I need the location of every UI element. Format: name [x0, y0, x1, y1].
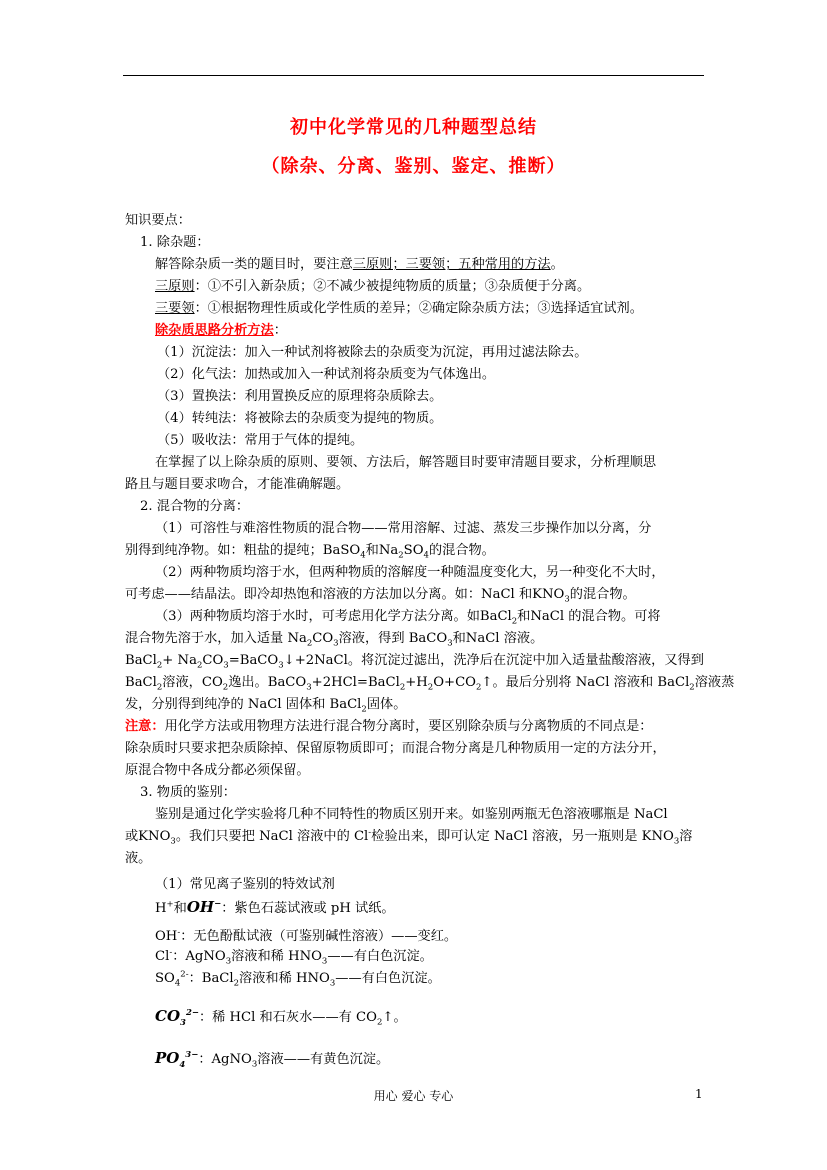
subscript: 2	[361, 704, 367, 715]
document-subtitle: （除杂、分离、鉴别、鉴定、推断）	[261, 156, 566, 177]
ion-co3	[155, 1004, 407, 1030]
text: ：无色酚酞试液（可鉴别碱性溶液）——变红。	[180, 929, 458, 944]
text: 和Na	[365, 543, 399, 558]
method-2: （2）化气法：加热或加入一种试剂将杂质变为气体逸出。	[157, 367, 496, 382]
superscript: 2−	[185, 1008, 199, 1018]
text: 溶液蒸	[694, 675, 735, 690]
text: 溶液和稀 HNO	[231, 949, 322, 964]
section-1-summary-line-2: 路且与题目要求吻合，才能准确解题。	[125, 477, 350, 492]
method-5: （5）吸收法：常用于气体的提纯。	[157, 433, 364, 448]
ion-h-oh	[155, 896, 395, 920]
equation-line-3	[125, 696, 406, 714]
text: =BaCO	[228, 653, 279, 668]
subscript: 4	[423, 550, 429, 561]
subscript: 3	[564, 594, 570, 605]
text: OH	[186, 898, 215, 916]
section-1-heading: 1. 除杂题：	[140, 235, 210, 250]
text: ：①根据物理性质或化学性质的差异；②确定除杂质方法；③选择适宜试剂。	[194, 301, 643, 316]
subscript: 4	[174, 978, 181, 989]
section-1-summary-line-1: 在掌握了以上除杂质的原则、要领、方法后，解答题目时要审清题目要求，分析理顺思	[155, 455, 657, 470]
text: 或KNO	[125, 829, 171, 844]
subscript: 3	[321, 956, 328, 967]
subscript: 2	[156, 660, 163, 671]
ion-reagents-heading: （1）常见离子鉴别的特效试剂	[155, 877, 335, 892]
phosphate-formula	[155, 1049, 199, 1070]
text: + Na	[162, 653, 197, 668]
text: 溶液——有黄色沉淀。	[257, 1052, 390, 1067]
method-3: （3）置换法：利用置换反应的原理将杂质除去。	[157, 389, 443, 404]
subscript: 4	[360, 550, 366, 561]
subscript: 2	[511, 616, 518, 627]
subscript: 2	[689, 682, 695, 693]
subscript: 2	[222, 682, 229, 693]
section-3-para-line-2	[125, 828, 692, 846]
text: （3）两种物质均溶于水时，可考虑用化学方法分离。如BaCl	[155, 609, 512, 624]
section-2-c-line-1	[155, 608, 661, 626]
text: CO	[155, 1007, 181, 1025]
text: CO	[312, 631, 334, 646]
text: ↓+2NaCl。将沉淀过滤出，洗净后在沉淀中加入适量盐酸溶液，又得到	[283, 653, 704, 668]
section-2-heading: 2. 混合物的分离：	[140, 499, 250, 514]
section-3-para-line-3: 液。	[125, 851, 152, 866]
subscript: 3	[447, 638, 453, 649]
superscript: -	[177, 927, 181, 938]
note-label: 注意：	[125, 719, 165, 734]
text: 和	[173, 901, 187, 916]
section-1-para-1	[155, 256, 564, 274]
subscript: 3	[333, 638, 339, 649]
text: 别得到纯净物。如：粗盐的提纯；BaSO	[125, 543, 361, 558]
subscript: 3	[673, 836, 680, 847]
section-3-para-line-1: 鉴别是通过化学实验将几种不同特性的物质区别开来。如鉴别两瓶无色溶液哪瓶是 NaCl	[155, 807, 668, 822]
subscript: 2	[399, 682, 406, 693]
section-3-heading: 3. 物质的鉴别：	[140, 785, 236, 800]
subscript: 3	[329, 978, 336, 989]
carbonate-formula	[155, 1007, 199, 1028]
section-2-a-line-2	[125, 542, 495, 560]
subscript: 2	[156, 682, 163, 693]
subscript: 2	[196, 660, 203, 671]
text: 溶液，得到 BaCO	[338, 631, 448, 646]
text: 混合物先溶于水，加入适量 Na	[125, 631, 307, 646]
text: Cl	[155, 949, 170, 964]
text: ：AgNO	[172, 949, 226, 964]
text: ：	[273, 323, 287, 338]
subscript: 3	[278, 660, 284, 671]
subscript: 3	[223, 660, 229, 671]
text: 的混合物。	[428, 543, 495, 558]
text: ：稀 HCl 和石灰水——有 CO	[198, 1010, 377, 1025]
section-1-essentials	[155, 300, 643, 318]
text: CO	[202, 653, 224, 668]
subscript: 2	[427, 682, 434, 693]
subscript: 2	[398, 550, 404, 561]
text: 和NaCl 溶液。	[452, 631, 544, 646]
text: 溶液，CO	[162, 675, 223, 690]
ion-so4	[155, 970, 441, 988]
text: SO	[155, 971, 175, 986]
text: 检验出来，即可认定 NaCl 溶液，另一瓶则是 KNO	[371, 829, 674, 844]
subscript: 4	[179, 1060, 186, 1070]
section-2-c-line-2	[125, 630, 543, 648]
header-rule	[123, 75, 704, 76]
superscript: +	[166, 899, 174, 910]
superscript: -	[169, 947, 173, 958]
subscript: 3	[180, 1018, 186, 1028]
text: ↑。	[382, 1010, 407, 1025]
text: ：紫色石蕊试液或 pH 试纸。	[221, 901, 395, 916]
text: BaCl	[125, 653, 157, 668]
superscript: 2-	[180, 969, 189, 980]
text: 逸出。BaCO	[228, 675, 307, 690]
subscript: 2	[306, 638, 313, 649]
subscript: 3	[251, 1059, 258, 1070]
underlined-text: 三要领	[155, 301, 195, 316]
text: O+CO	[433, 675, 476, 690]
note-line-2: 除杂质时只要求把杂质除掉、保留原物质即可；而混合物分离是几种物质用一定的方法分开，	[125, 741, 666, 756]
ion-po4	[155, 1046, 389, 1072]
text: 固体。	[366, 697, 407, 712]
section-2-b-line-2	[125, 586, 636, 604]
text: 和NaCl 的混合物。可将	[517, 609, 661, 624]
ion-oh	[155, 928, 457, 946]
text: SO	[403, 543, 424, 558]
text: +2HCl=BaCl	[311, 675, 400, 690]
subscript: 3	[170, 836, 176, 847]
equation-line-1	[125, 652, 704, 670]
text: H	[155, 901, 167, 916]
subscript: 2	[233, 978, 240, 989]
underlined-text: 三原则	[155, 279, 195, 294]
methods-heading	[155, 322, 287, 340]
superscript: -	[368, 827, 372, 838]
text: 可考虑——结晶法。即冷却热饱和溶液的方法加以分离。如：NaCl 和KNO	[125, 587, 565, 602]
text: 解答除杂质一类的题目时，要注意	[155, 257, 353, 272]
text: PO	[155, 1049, 180, 1067]
text: ——有白色沉淀。	[335, 971, 441, 986]
section-1-principles	[155, 278, 590, 296]
text: ：BaCl	[188, 971, 234, 986]
text: 。我们只要把 NaCl 溶液中的 Cl	[175, 829, 369, 844]
underlined-text: 三原则；三要领；五种常用的方法	[352, 257, 551, 272]
text: 用化学方法或用物理方法进行混合物分离时，要区别除杂质与分离物质的不同点是：	[164, 719, 653, 734]
subscript: 3	[306, 682, 312, 693]
subscript: 3	[225, 956, 232, 967]
text: ↑。最后分别将 NaCl 溶液和 BaCl	[481, 675, 690, 690]
subscript: 2	[376, 1017, 383, 1028]
text: BaCl	[125, 675, 157, 690]
text: OH	[155, 929, 178, 944]
page-footer: 用心 爱心 专心	[373, 1089, 454, 1103]
text: +H	[405, 675, 428, 690]
text: 溶液和稀 HNO	[239, 971, 330, 986]
hydroxide-formula	[187, 898, 221, 916]
text: 溶	[679, 829, 693, 844]
text: ：①不引入新杂质；②不减少被提纯物质的质量；③杂质便于分离。	[194, 279, 591, 294]
method-4: （4）转纯法：将被除去的杂质变为提纯的物质。	[157, 411, 443, 426]
intro-heading: 知识要点：	[125, 213, 191, 228]
subscript: 2	[475, 682, 482, 693]
text: 。	[550, 257, 564, 272]
section-2-a-line-1: （1）可溶性与难溶性物质的混合物——常用溶解、过滤、蒸发三步操作加以分离，分	[155, 521, 652, 536]
note-line-3: 原混合物中各成分都必须保留。	[125, 763, 310, 778]
note-line-1	[125, 718, 653, 736]
text: 发，分别得到纯净的 NaCl 固体和 BaCl	[125, 697, 362, 712]
ion-cl	[155, 948, 433, 966]
equation-line-2	[125, 674, 734, 692]
method-1: （1）沉淀法：加入一种试剂将被除去的杂质变为沉淀，再用过滤法除去。	[157, 345, 588, 360]
text: ——有白色沉淀。	[327, 949, 433, 964]
text: ：AgNO	[198, 1052, 252, 1067]
section-2-b-line-1: （2）两种物质均溶于水，但两种物质的溶解度一种随温度变化大，另一种变化不大时，	[155, 565, 665, 580]
red-heading: 除杂质思路分析方法	[155, 323, 274, 338]
text: 的混合物。	[569, 587, 636, 602]
superscript: 3−	[185, 1050, 199, 1060]
document-title: 初中化学常见的几种题型总结	[290, 117, 537, 138]
page-number: 1	[695, 1087, 703, 1101]
superscript: −	[214, 899, 222, 909]
